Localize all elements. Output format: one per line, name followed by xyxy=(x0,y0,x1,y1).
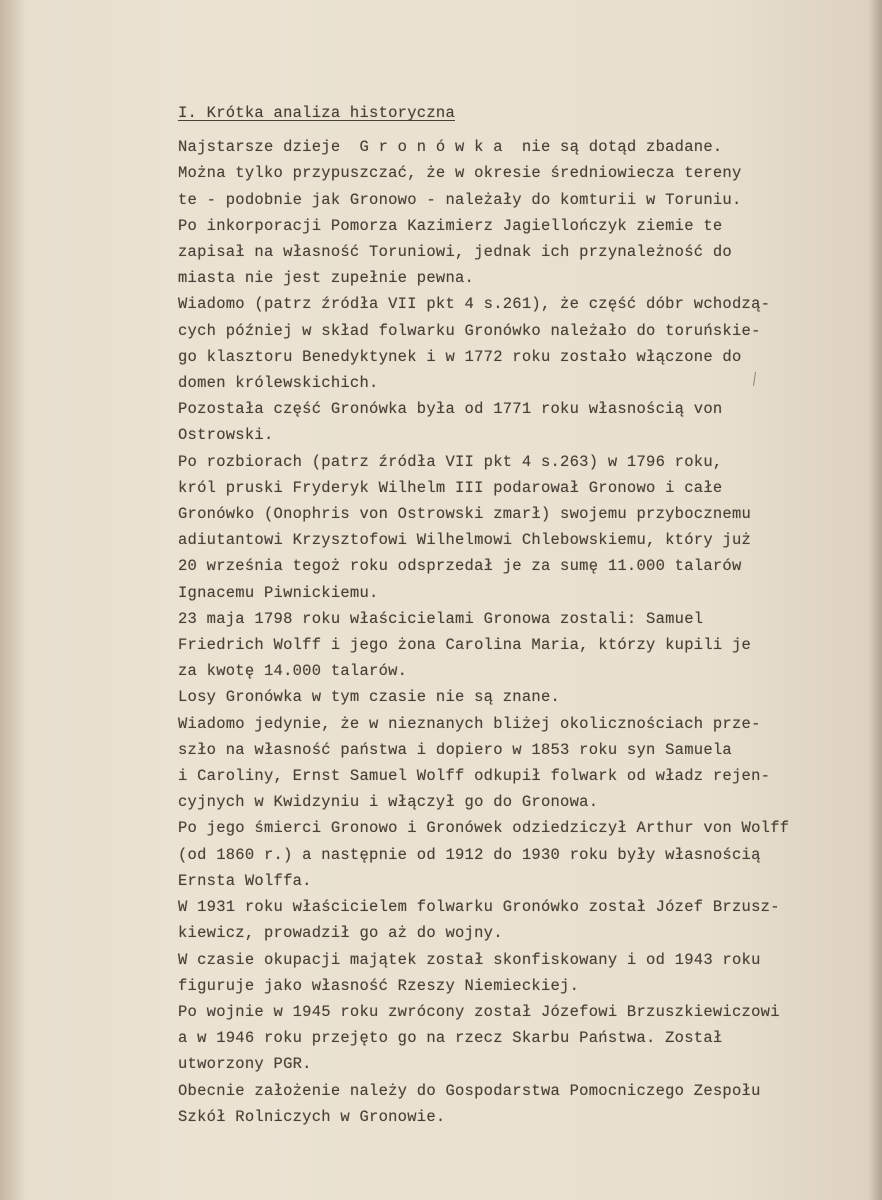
text-line: Szkół Rolniczych w Gronowie. xyxy=(178,1107,446,1126)
text-line: adiutantowi Krzysztofowi Wilhelmowi Chlebowskiemu, który już xyxy=(178,531,752,550)
text-line: domen królewskichich. xyxy=(178,374,379,393)
text-line: Friedrich Wolff i jego żona Carolina Maria, którzy kupili je xyxy=(178,636,752,655)
text-line: miasta nie jest zupełnie pewna. xyxy=(178,269,475,288)
text-line: 23 maja 1798 roku właścicielami Gronowa zostali: Samuel xyxy=(178,609,704,628)
text-line: Wiadomo jedynie, że w nieznanych bliżej okolicznościach prze- xyxy=(178,714,761,733)
text-line: Po inkorporacji Pomorza Kazimierz Jagiellończyk ziemie te xyxy=(178,216,723,235)
text-line: Ostrowski. xyxy=(178,426,274,445)
text-line: Wiadomo (patrz źródła VII pkt 4 s.261), że część dóbr wchodzą- xyxy=(178,295,771,314)
text-line: Po jego śmierci Gronowo i Gronówek odziedziczył Arthur von Wolff xyxy=(178,819,790,838)
text-line: i Caroliny, Ernst Samuel Wolff odkupił folwark od władz rejen- xyxy=(178,767,771,786)
text-line: go klasztoru Benedyktynek i w 1772 roku zostało włączone do xyxy=(178,347,742,366)
page-fold-shadow xyxy=(0,0,24,1200)
text-line: król pruski Fryderyk Wilhelm III podarował Gronowo i całe xyxy=(178,478,723,497)
text-line: Po wojnie w 1945 roku zwrócony został Józefowi Brzuszkiewiczowi xyxy=(178,1002,780,1021)
text-line: za kwotę 14.000 talarów. xyxy=(178,662,408,681)
text-line: utworzony PGR. xyxy=(178,1055,312,1074)
text-line: Losy Gronówka w tym czasie nie są znane. xyxy=(178,688,561,707)
text-line: cyjnych w Kwidzyniu i włączył go do Gronowa. xyxy=(178,793,599,812)
text-line: figuruje jako własność Rzeszy Niemieckiej. xyxy=(178,976,580,995)
text-line: kiewicz, prowadził go aż do wojny. xyxy=(178,924,503,943)
typescript-body xyxy=(178,100,878,1130)
text-line: Obecnie założenie należy do Gospodarstwa Pomocniczego Zespołu xyxy=(178,1081,761,1100)
text-line: Najstarsze dzieje G r o n ó w k a nie są dotąd zbadane. xyxy=(178,138,723,157)
text-line: Ernsta Wolffa. xyxy=(178,871,312,890)
text-line: W 1931 roku właścicielem folwarku Gronówko został Józef Brzusz- xyxy=(178,898,780,917)
text-line: zapisał na własność Toruniowi, jednak ich przynależność do xyxy=(178,243,732,262)
text-line: (od 1860 r.) a następnie od 1912 do 1930 roku były własnością xyxy=(178,845,761,864)
text-line: Można tylko przypuszczać, że w okresie średniowiecza tereny xyxy=(178,164,742,183)
text-line: W czasie okupacji majątek został skonfiskowany i od 1943 roku xyxy=(178,950,761,969)
text-line: cych później w skład folwarku Gronówko należało do toruńskie- xyxy=(178,321,761,340)
text-line: szło na własność państwa i dopiero w 1853 roku syn Samuela xyxy=(178,740,732,759)
text-line: a w 1946 roku przejęto go na rzecz Skarbu Państwa. Został xyxy=(178,1029,723,1048)
text-line: Pozostała część Gronówka była od 1771 roku własnością von xyxy=(178,400,723,419)
text-line: Po rozbiorach (patrz źródła VII pkt 4 s.263) w 1796 roku, xyxy=(178,452,723,471)
text-line: 20 września tegoż roku odsprzedał je za sumę 11.000 talarów xyxy=(178,557,742,576)
text-line: Ignacemu Piwnickiemu. xyxy=(178,583,379,602)
text-line: te - podobnie jak Gronowo - należały do komturii w Toruniu. xyxy=(178,190,742,209)
text-line: Gronówko (Onophris von Ostrowski zmarł) swojemu przybocznemu xyxy=(178,505,752,524)
section-heading: I. Krótka analiza historyczna xyxy=(178,104,455,122)
